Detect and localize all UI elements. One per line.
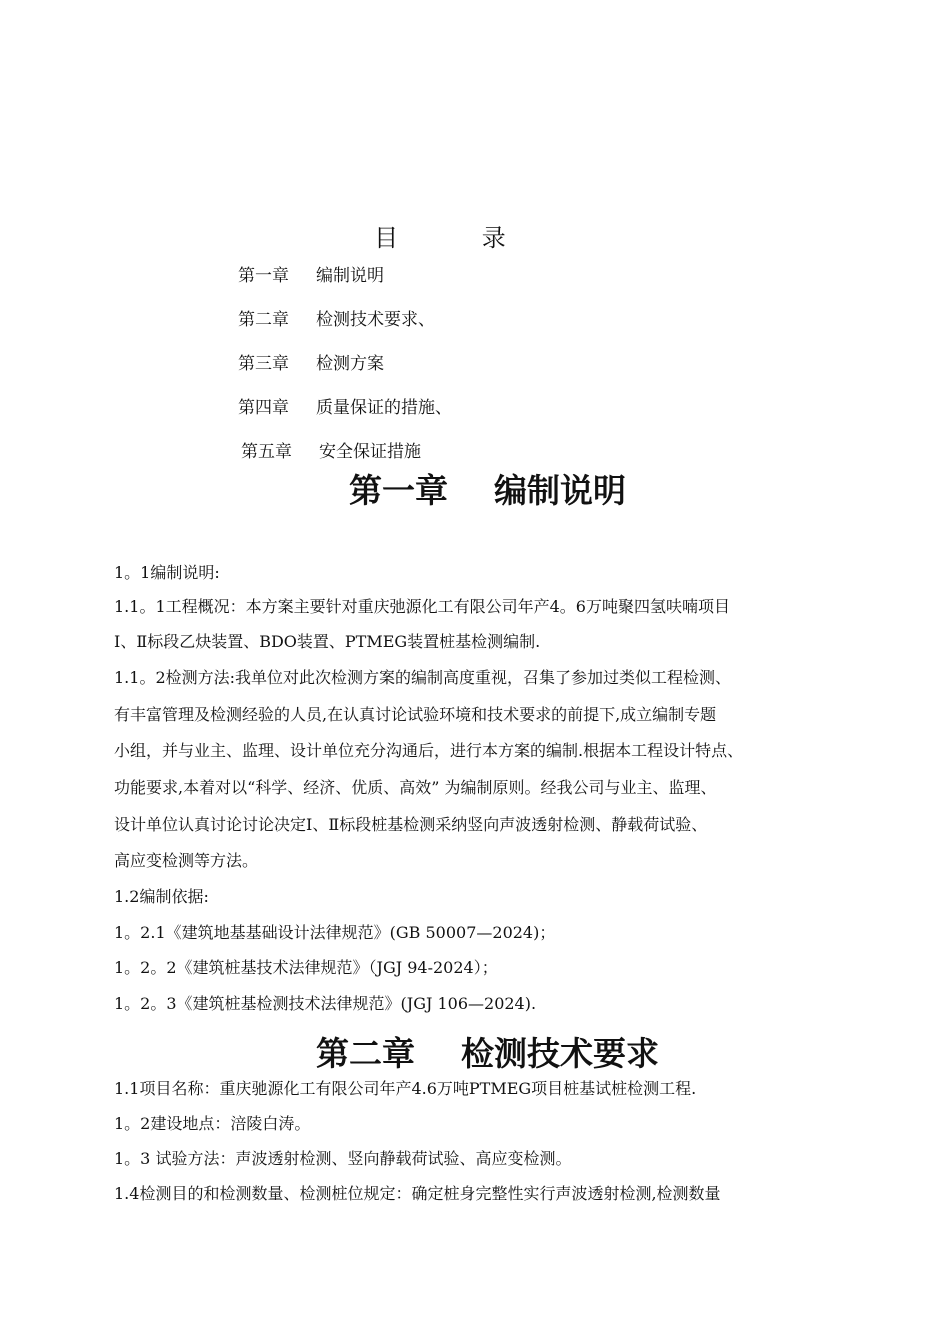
toc-chapter-number: 第一章: [238, 266, 289, 286]
chapter-1-line: 小组，并与业主、监理、设计单位充分沟通后，进行本方案的编制.根据本工程设计特点、: [114, 741, 744, 760]
toc-item-3: [238, 349, 384, 374]
chapter-1-line: 高应变检测等方法。: [114, 851, 259, 870]
toc-chapter-number: 第四章: [238, 398, 289, 418]
toc-title: 目 录: [374, 224, 544, 252]
toc-chapter-title: 安全保证措施: [319, 442, 421, 462]
chapter-2-line: 1.4检测目的和检测数量、检测桩位规定：确定桩身完整性实行声波透射检测,检测数量: [114, 1184, 721, 1203]
chapter-2-line: 1.1项目名称：重庆驰源化工有限公司年产4.6万吨PTMEG项目桩基试桩检测工程.: [114, 1079, 697, 1098]
toc-chapter-title: 检测技术要求、: [316, 310, 435, 330]
chapter-1-line: 1。2。2《建筑桩基技术法律规范》（JGJ 94-2024）；: [114, 958, 498, 977]
toc-item-5: [241, 437, 421, 462]
toc-item-2: [238, 305, 435, 330]
toc-item-4: [238, 393, 452, 418]
chapter-2-line: 1。2建设地点：涪陵白涛。: [114, 1114, 311, 1133]
chapter-1-line: 设计单位认真讨论讨论决定Ⅰ、Ⅱ标段桩基检测采纳竖向声波透射检测、静载荷试验、: [114, 815, 708, 834]
chapter-1-line: 1.2编制依据:: [114, 887, 209, 906]
chapter-1-line: 1.1。2检测方法:我单位对此次检测方案的编制高度重视，召集了参加过类似工程检测、: [114, 668, 732, 687]
chapter-1-line: 功能要求,本着对以“科学、经济、优质、高效” 为编制原则。经我公司与业主、监理、: [114, 778, 717, 797]
toc-chapter-number: 第五章: [241, 442, 292, 462]
chapter-1-heading: 第一章 编制说明: [349, 471, 626, 510]
chapter-1-line: Ⅰ、Ⅱ标段乙炔装置、BDO装置、PTMEG装置桩基检测编制.: [114, 632, 541, 651]
chapter-1-line: 1。2.1《建筑地基基础设计法律规范》(GB 50007—2024)；: [114, 923, 556, 942]
chapter-2-line: 1。3 试验方法：声波透射检测、竖向静载荷试验、高应变检测。: [114, 1149, 572, 1168]
chapter-1-line: 1.1。1工程概况：本方案主要针对重庆弛源化工有限公司年产4。6万吨聚四氢呋喃项目: [114, 597, 730, 616]
toc-chapter-number: 第三章: [238, 354, 289, 374]
toc-chapter-title: 编制说明: [316, 266, 384, 286]
chapter-1-line: 1。2。3《建筑桩基检测技术法律规范》(JGJ 106—2024).: [114, 994, 537, 1013]
chapter-2-heading: 第二章 检测技术要求: [316, 1034, 659, 1073]
toc-chapter-title: 质量保证的措施、: [316, 398, 452, 418]
toc-chapter-number: 第二章: [238, 310, 289, 330]
toc-item-1: [238, 261, 384, 286]
chapter-1-line: 1。1编制说明:: [114, 563, 220, 582]
toc-chapter-title: 检测方案: [316, 354, 384, 374]
chapter-1-line: 有丰富管理及检测经验的人员,在认真讨论试验环境和技术要求的前提下,成立编制专题: [114, 705, 717, 724]
